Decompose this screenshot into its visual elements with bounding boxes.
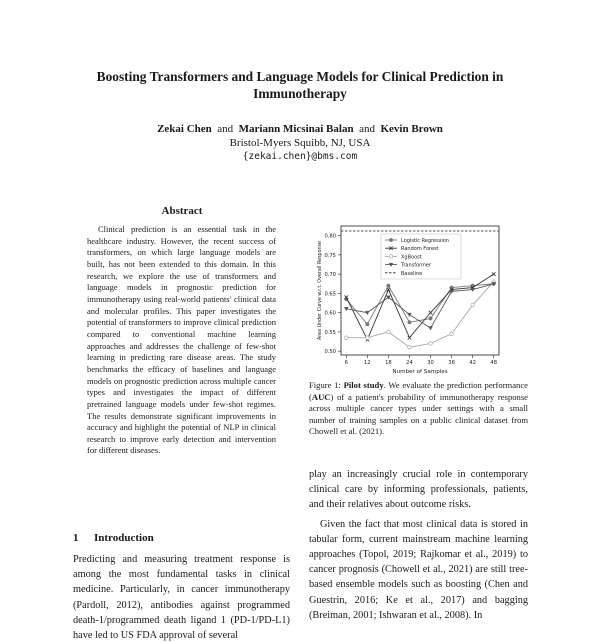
- section-title: Introduction: [94, 532, 154, 544]
- email: {zekai.chen}@bms.com: [242, 151, 358, 162]
- paragraph: play an increasingly crucial role in contemporary clinical care by informing professionals, patients, and their relatives about outcome risks.: [309, 469, 528, 511]
- x-tick-label: 48: [490, 360, 498, 366]
- data-point: [471, 303, 475, 307]
- y-tick-label: 0.80: [324, 233, 336, 240]
- author-name: Mariann Micsinai Balan: [238, 123, 354, 135]
- legend-marker: [389, 238, 393, 242]
- caption-text: . We evaluate the prediction performance (: [309, 380, 528, 402]
- data-point: [407, 313, 411, 317]
- x-tick-label: 36: [448, 360, 455, 366]
- data-point: [429, 317, 433, 321]
- author-list: [60, 122, 540, 136]
- legend-label: Random Forest: [401, 246, 439, 253]
- caption-bold: Pilot study: [343, 380, 384, 390]
- y-tick-label: 0.50: [324, 349, 336, 356]
- data-point: [366, 322, 370, 326]
- author-separator: and: [217, 123, 234, 135]
- x-tick-label: 18: [385, 360, 392, 366]
- x-tick-label: 42: [469, 360, 476, 366]
- x-tick-label: 30: [427, 360, 434, 366]
- introduction-body: [73, 552, 290, 643]
- data-point: [366, 336, 370, 340]
- author-separator: and: [359, 123, 375, 135]
- y-tick-label: 0.70: [324, 272, 336, 279]
- data-point: [429, 311, 433, 315]
- data-point: [450, 286, 454, 290]
- caption-bold-auc: AUC: [311, 391, 331, 402]
- author-name: Kevin Brown: [380, 123, 443, 135]
- caption-label: Figure 1:: [309, 380, 341, 390]
- y-tick-label: 0.75: [324, 252, 336, 259]
- data-point: [387, 284, 391, 288]
- x-tick-label: 6: [344, 360, 348, 366]
- abstract-text: Clinical prediction is an essential task in the healthcare industry. However, the recent success of transformers, on which large language models are built, has not been extended to this domain. In this research, we explore the use of transformers and language models in prognostic prediction for immunotherapy using real-world patients' clinical data and molecular profiles. This paper investigates the potential of transformers to improve clinical prediction compared to conventional machine learning approaches and addresses the challenge of few-shot learning in predicting rare disease areas. The study benchmarks the efficacy of baselines and language models on prognostic prediction across multiple cancer types and investigates the impact of different pretrained language models under few-shot regimes. The results demonstrate significant improvements in accuracy and highlight the potential of NLP in clinical research to improve early detection and intervention for different diseases.: [87, 224, 276, 456]
- data-point: [492, 272, 496, 276]
- data-point: [408, 345, 412, 349]
- paragraph: Given the fact that most clinical data is stored in tabular form, current mainstream machine learning approaches (Topol, 2019; Rajkomar et al., 2019) to cancer prognosis (Chowell et al., 2021) are still tree-based ensemble models such as boosting (Chen and Guestrin, 2016; Ke et al., 2017) and bagging (Breiman, 2001; Ishwaran et al., 2008). In: [309, 518, 528, 621]
- y-axis-label: Area Under Curve w.r.t. Overall Response: [318, 241, 323, 340]
- legend-marker: [389, 255, 393, 259]
- paper-title: Boosting Transformers and Language Models for Clinical Prediction in Immunotherapy: [96, 69, 504, 101]
- affiliation: Bristol-Myers Squibb, NJ, USA: [229, 137, 371, 149]
- author-name: Zekai Chen: [157, 123, 212, 135]
- data-point: [387, 288, 391, 292]
- legend-label: Logistic Regression: [401, 238, 449, 244]
- data-point: [344, 336, 348, 340]
- legend-label: Transformer: [401, 262, 432, 269]
- caption-text-2: ) of a patient's probability of immunotherapy response across multiple cancer types under settings with a small number of training samples on a public clinical dataset from Chowell et al. (2021).: [309, 391, 528, 436]
- data-point: [387, 330, 391, 334]
- x-tick-label: 12: [364, 360, 371, 366]
- introduction-text: Predicting and measuring treatment response is among the most fundamental tasks in clinical medicine. Particularly, in cancer immunotherapy (Pardoll, 2012), antibodies against programmed death-1/programmed death ligand 1 (PD-1/PD-L1) have led to US FDA approval of several: [73, 554, 290, 642]
- y-tick-label: 0.55: [324, 329, 336, 336]
- data-point: [429, 327, 433, 331]
- y-tick-label: 0.60: [324, 310, 336, 317]
- data-point: [408, 320, 412, 324]
- data-point: [365, 311, 369, 315]
- pilot-study-chart: [309, 220, 509, 378]
- x-tick-label: 24: [406, 360, 413, 366]
- section-heading: [73, 532, 154, 544]
- abstract-heading: Abstract: [161, 205, 203, 217]
- legend-label: Baseline: [401, 270, 423, 277]
- figure-1: [309, 220, 509, 378]
- data-point: [450, 332, 454, 336]
- data-point: [429, 342, 433, 346]
- legend-label: XgBoost: [401, 254, 422, 261]
- abstract-body: [87, 224, 276, 457]
- y-tick-label: 0.65: [324, 291, 336, 298]
- figure-caption: [309, 380, 528, 438]
- data-point: [408, 336, 412, 340]
- x-axis-label: Number of Samples: [392, 369, 448, 375]
- section-number: 1: [73, 532, 79, 544]
